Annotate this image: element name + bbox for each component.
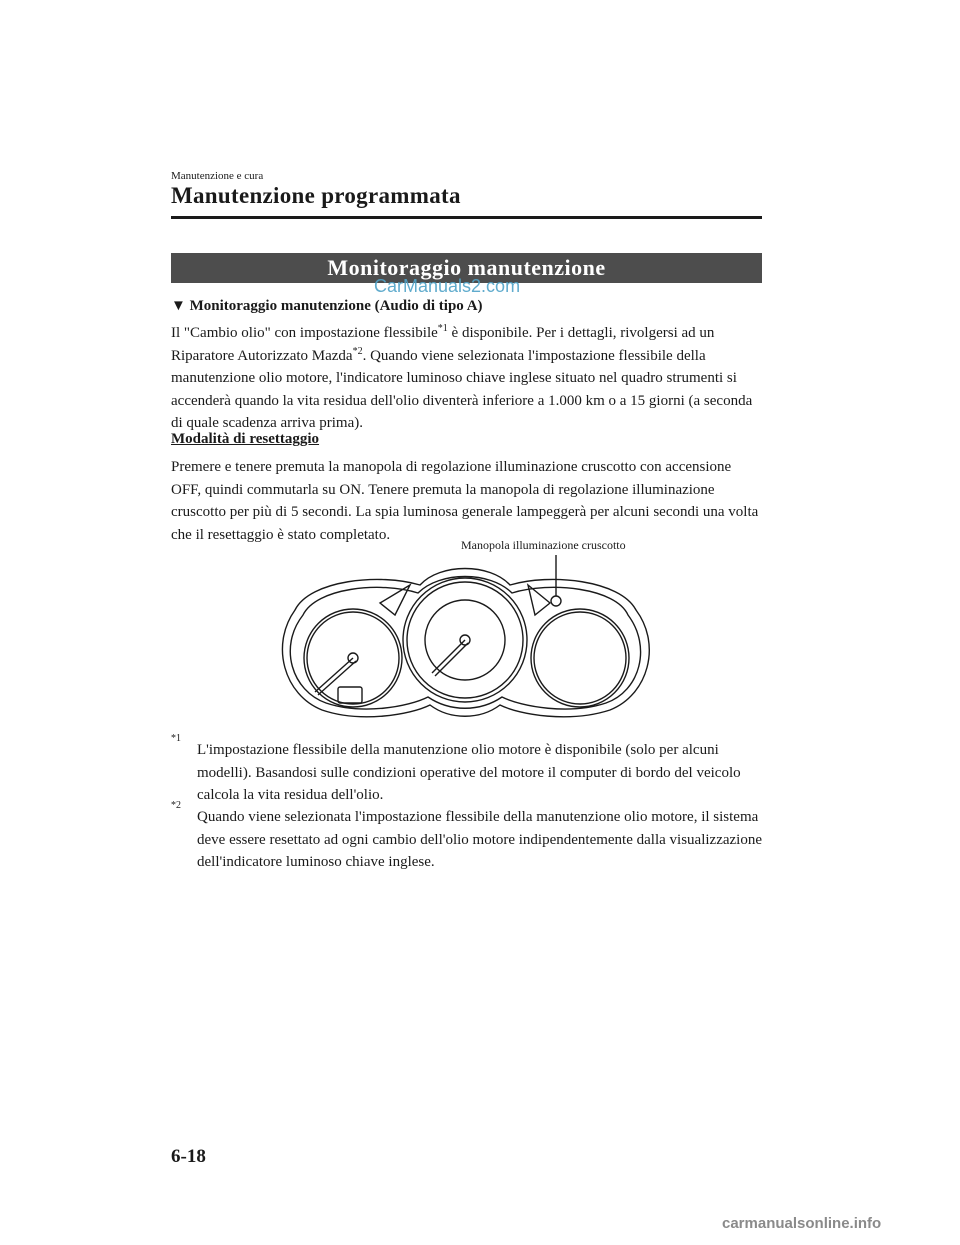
triangle-down-icon: ▼ [171,298,186,314]
footnote-ref-1: *1 [437,323,448,334]
section-label: Manutenzione e cura [171,170,264,182]
reset-paragraph: Premere e tenere premuta la manopola di regolazione illuminazione cruscotto con accensione OFF, quindi commutarla su ON. Tenere premuta la manopola di regolazione illuminazione cruscotto per più di 5 secondi. La spia luminosa generale lampeggerà per alcuni secondi una volta che il resettaggio è stato completato. [171,459,759,543]
illumination-knob [551,596,561,606]
footnote-text: Quando viene selezionata l'impostazione flessibile della manutenzione olio motore, il sistema deve essere resettato ad ogni cambio dell'olio motore indipendentemente dalla visualizzazione dell'indicatore luminoso chiave inglese. [197,809,762,870]
para1-text-b: è disponibile. Per i dettagli, rivolgersi ad un Riparatore Autorizzato Mazda [171,325,715,364]
reset-heading: Modalità di resettaggio [171,431,320,447]
page-number: 6-18 [171,1146,206,1167]
footnote-ref-2: *2 [352,345,363,357]
para1-text-a: Il "Cambio olio" con impostazione flessibile [171,325,438,341]
para1-text-c: . Quando viene selezionata l'impostazione flessibile della manutenzione olio motore, l'indicatore luminoso chiave inglese situato nel quadro strumenti si accenderà quando la vita residua dell'olio diventerà inferiore a 1.000 km o a 15 giorni (a seconda di quale scadenza arriva prima). [171,347,753,431]
chapter-title: Manutenzione programmata [171,183,461,208]
right-gauge [531,609,629,707]
chapter-rule [171,216,762,219]
section-banner: Monitoraggio manutenzione [171,253,762,283]
watermark-top[interactable]: CarManuals2.com [374,276,521,296]
watermark-bottom[interactable]: carmanualsonline.info [722,1215,882,1232]
subheading [171,298,483,315]
footnote-1: *1 L'impostazione flessibile della manutenzione olio motore è disponibile (solo per alcuni modelli). Basandosi sulle condizioni operative del motore il computer di bordo del veicolo calcola la vita residua dell'olio. [171,739,763,807]
intro-paragraph [171,322,763,435]
subheading-text: Monitoraggio manutenzione (Audio di tipo A) [189,298,483,314]
figure-label: Manopola illuminazione cruscotto [461,538,626,552]
footnote-2: *2 Quando viene selezionata l'impostazione flessibile della manutenzione olio motore, il sistema deve essere resettato ad ogni cambio dell'olio motore indipendentemente dalla visualizzazione dell'indicatore luminoso chiave inglese. [171,806,763,874]
instrument-cluster-figure [270,555,662,725]
footnote-text: L'impostazione flessibile della manutenzione olio motore è disponibile (solo per alcuni modelli). Basandosi sulle condizioni operative del motore il computer di bordo del veicolo calcola la vita residua dell'olio. [197,742,741,803]
